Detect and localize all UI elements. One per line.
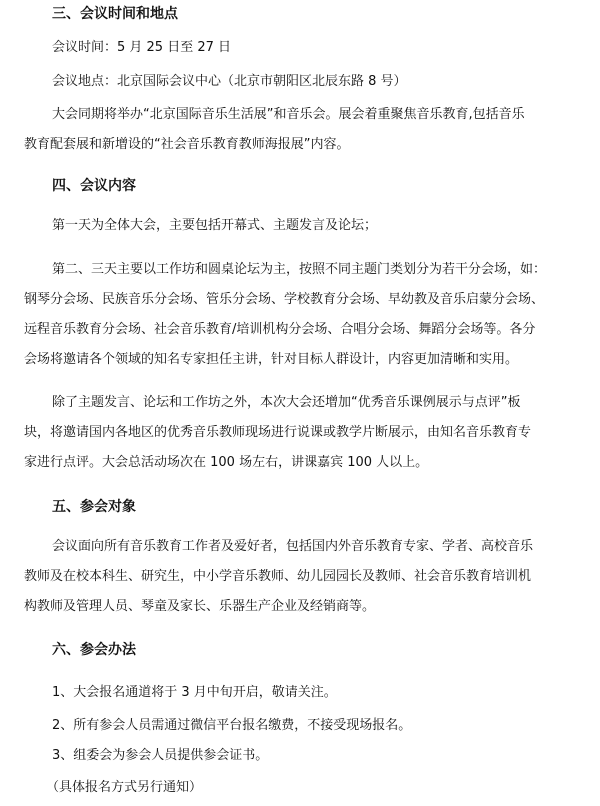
section-heading-audience: 五、参会对象 <box>52 499 136 515</box>
registration-item-3: 3、组委会为参会人员提供参会证书。 <box>52 748 269 763</box>
sessions-paragraph-line-1: 第二、三天主要以工作坊和圆桌论坛为主，按照不同主题门类划分为若干分会场，如： <box>52 262 547 277</box>
exhibition-paragraph-line-2: 教育配套展和新增设的“社会音乐教育教师海报展”内容。 <box>24 137 350 152</box>
registration-item-2: 2、所有参会人员需通过微信平台报名缴费，不接受现场报名。 <box>52 718 412 733</box>
audience-paragraph-line-3: 构教师及管理人员、琴童及家长、乐器生产企业及经销商等。 <box>24 599 376 614</box>
sessions-paragraph-line-4: 会场将邀请各个领域的知名专家担任主讲，针对目标人群设计，内容更加清晰和实用。 <box>24 352 519 367</box>
sessions-paragraph-line-3: 远程音乐教育分会场、社会音乐教育/培训机构分会场、合唱分会场、舞蹈分会场等。各分 <box>24 322 536 337</box>
showcase-paragraph-line-2: 块，将邀请国内各地区的优秀音乐教师现场进行说课或教学片断展示，由知名音乐教育专 <box>24 425 532 440</box>
meeting-venue: 会议地点：北京国际会议中心（北京市朝阳区北辰东路 8 号） <box>52 74 407 89</box>
meeting-time: 会议时间：5 月 25 日至 27 日 <box>52 40 232 55</box>
registration-note: （具体报名方式另行通知） <box>46 780 203 795</box>
audience-paragraph-line-1: 会议面向所有音乐教育工作者及爱好者，包括国内外音乐教育专家、学者、高校音乐 <box>52 539 534 554</box>
showcase-paragraph-line-3: 家进行点评。大会总活动场次在 100 场左右，讲课嘉宾 100 人以上。 <box>24 455 429 470</box>
section-heading-registration: 六、参会办法 <box>52 642 136 658</box>
registration-item-1: 1、大会报名通道将于 3 月中旬开启，敬请关注。 <box>52 685 337 700</box>
showcase-paragraph-line-1: 除了主题发言、论坛和工作坊之外，本次大会还增加“优秀音乐课例展示与点评”板 <box>52 395 521 410</box>
exhibition-paragraph-line-1: 大会同期将举办“北京国际音乐生活展”和音乐会。展会着重聚焦音乐教育,包括音乐 <box>52 107 525 122</box>
sessions-paragraph-line-2: 钢琴分会场、民族音乐分会场、管乐分会场、学校教育分会场、早幼教及音乐启蒙分会场、 <box>24 292 545 307</box>
day-one-text: 第一天为全体大会，主要包括开幕式、主题发言及论坛； <box>52 218 378 233</box>
section-heading-content: 四、会议内容 <box>52 178 136 194</box>
audience-paragraph-line-2: 教师及在校本科生、研究生，中小学音乐教师、幼儿园园长及教师、社会音乐教育培训机 <box>24 569 532 584</box>
section-heading-time-venue: 三、会议时间和地点 <box>52 6 178 22</box>
